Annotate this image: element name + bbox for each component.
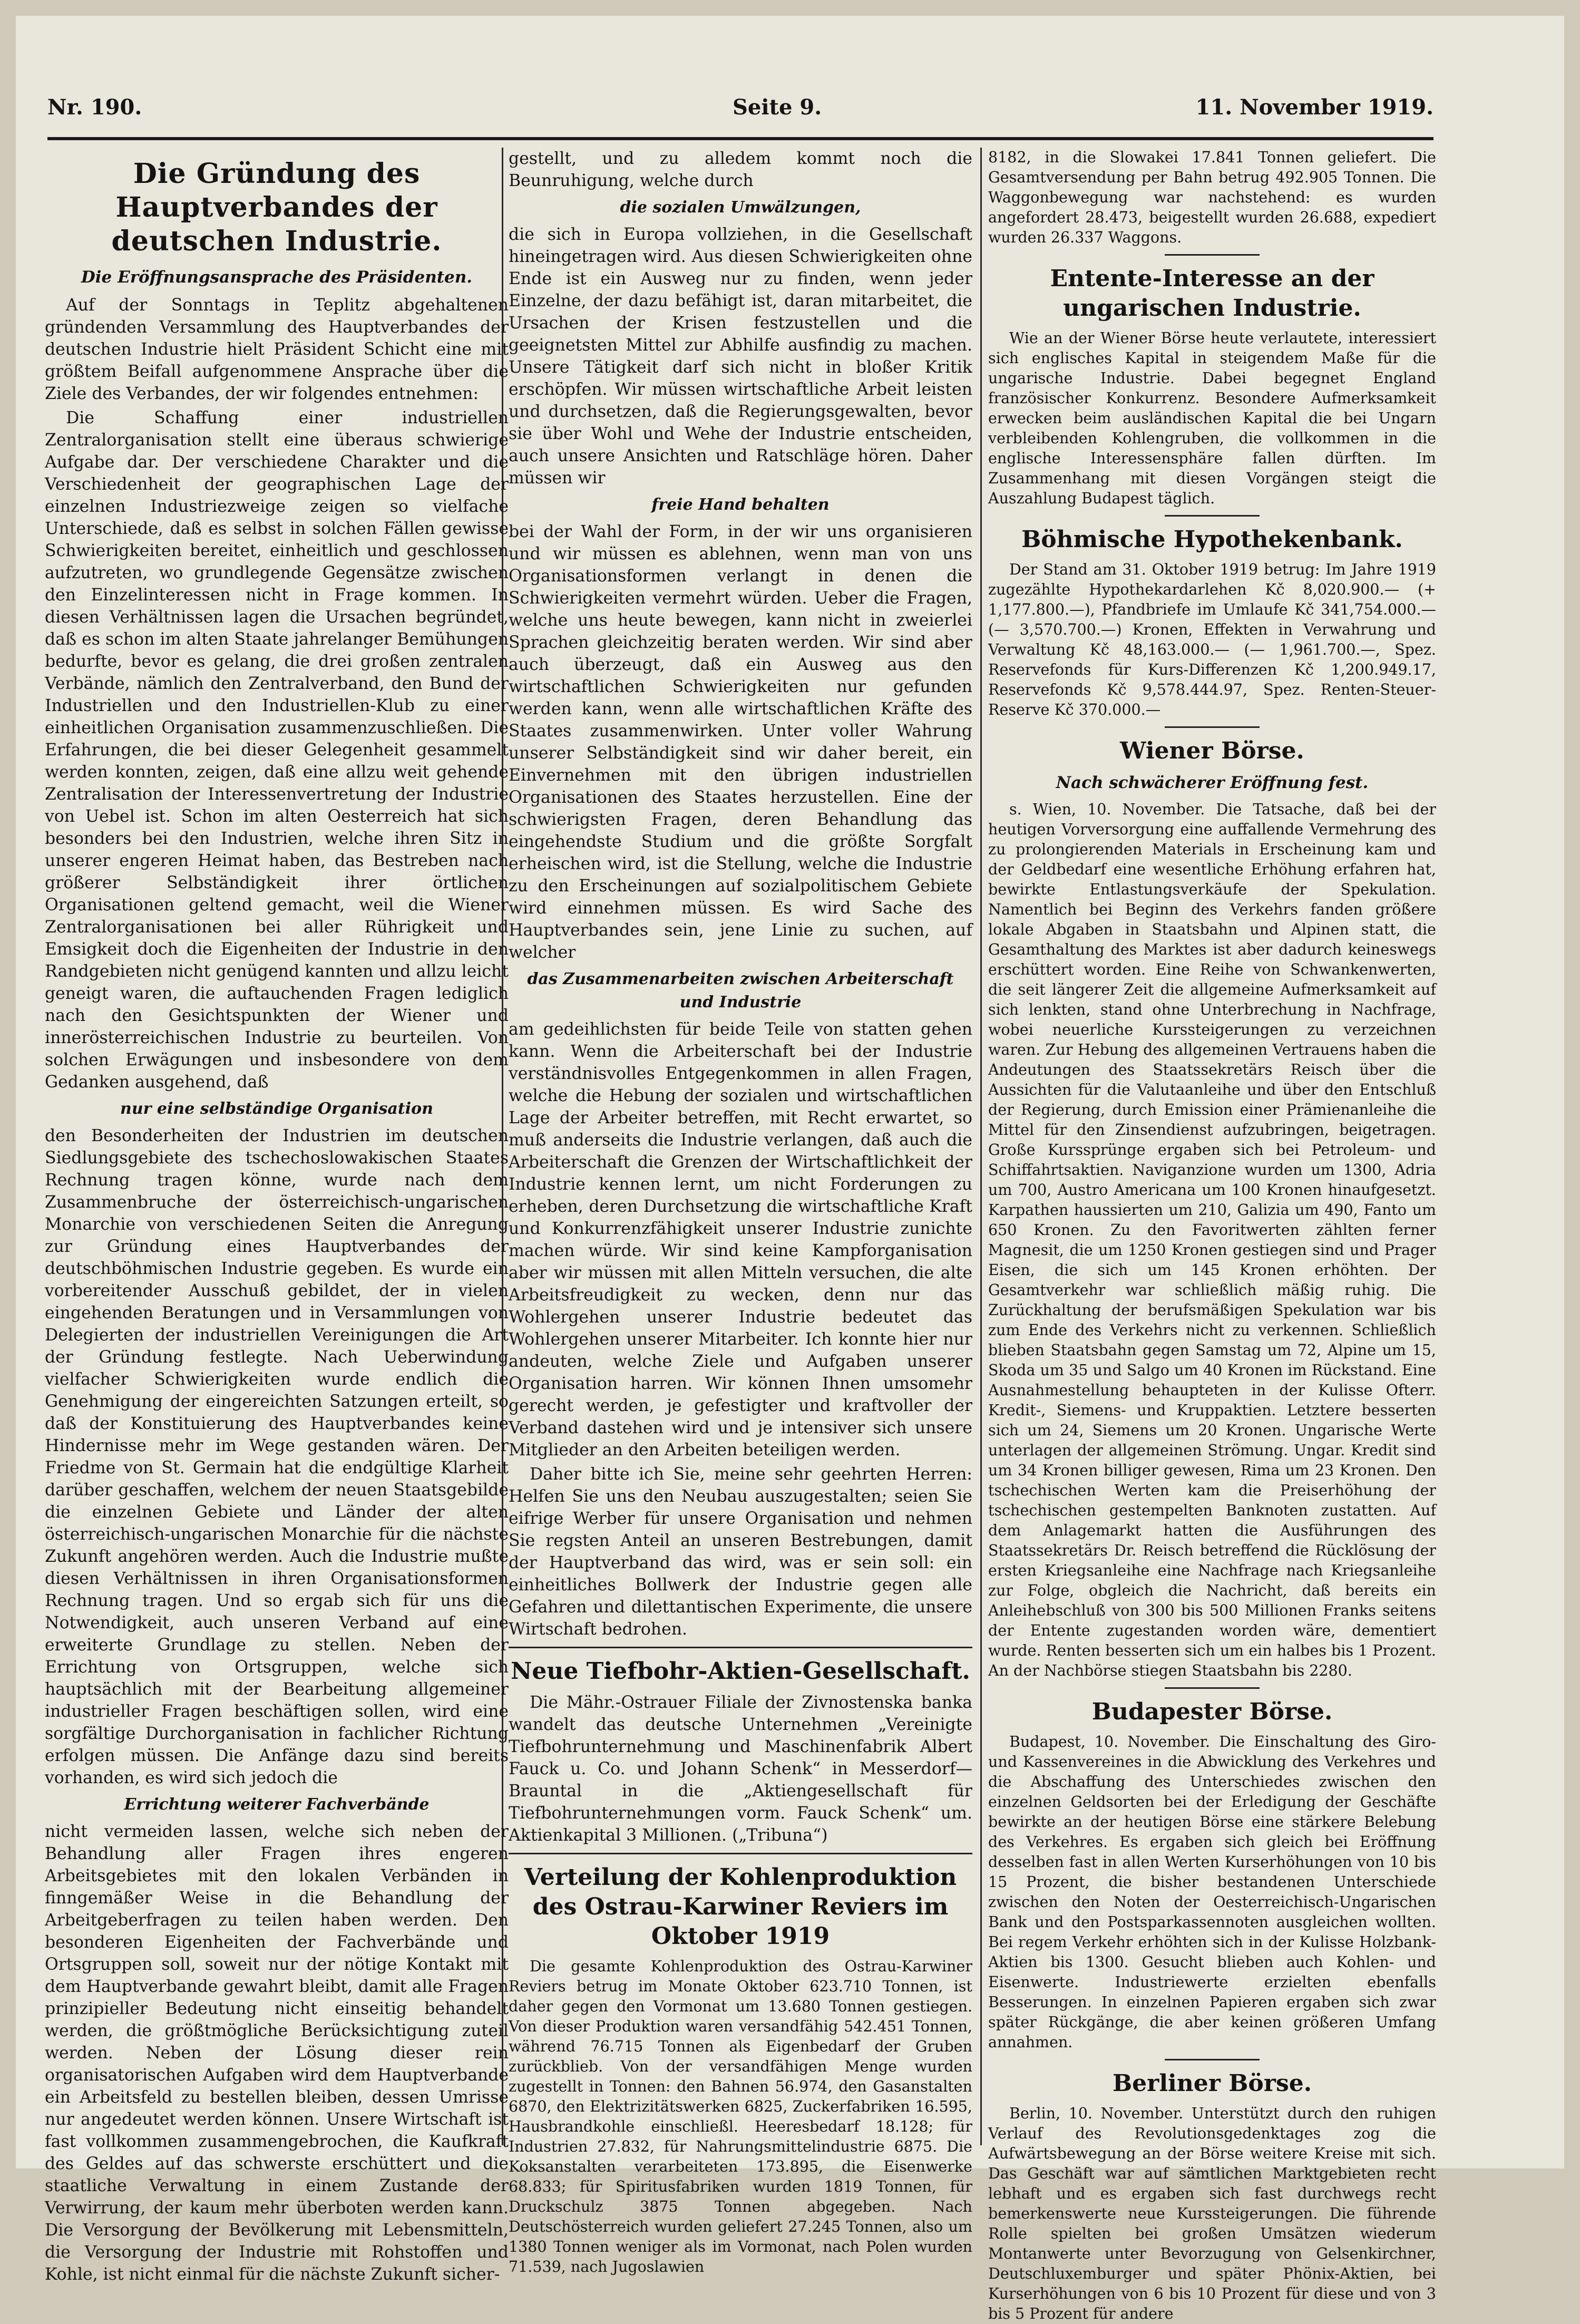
- article-paragraph: die sich in Europa vollziehen, in die Gesellschaft hineingetragen wird. Aus diesen Schwierigkeiten ohne Ende ist ein Ausweg nur zu finden, wenn jeder Einzelne, der dazu befähigt ist, daran mitarbeitet, die Ursachen der Krisen festzustellen und die geeignetsten Mittel zur Abhilfe ausfindig zu machen. Unsere Tätigkeit darf sich nicht in bloßer Kritik erschöpfen. Wir müssen wirtschaftliche Arbeit leisten und durchsetzen, daß die Regierungsgewalten, bevor sie über Wohl und Wehe der Industrie entscheiden, auch unsere Ansichten und Ratschläge hören. Daher müssen wir: [509, 225, 972, 488]
- inline-heading: freie Hand behalten: [651, 495, 830, 514]
- page-number: Seite 9.: [733, 95, 822, 120]
- article-paragraph: Der Stand am 31. Oktober 1919 betrug: Im Jahre 1919 zugezählte Hypothekardarlehen Kč 8,020.900.— (+ 1,177.800.—), Pfandbriefe im Umlaufe Kč 341,754.000.— (— 3,570.700.—) Kronen, Effekten in Verwahrung und Verwaltung Kč 48,163.000.— (— 1,961.700.—, Spez. Reservefonds für Kurs-Differenzen Kč 1,200.949.17, Reservefonds Kč 9,578.444.97, Spez. Renten-Steuer-Reserve Kč 370.000.—: [988, 561, 1436, 718]
- article-separator: [1165, 726, 1260, 728]
- article-paragraph: Budapest, 10. November. Die Einschaltung des Giro- und Kassenvereines in die Abwicklung des Verkehres und die Abschaffung des Unterschiedes zwischen den einzelnen Geldsorten bei der Erledigung der Geschäfte bewirkte an der heutigen Börse eine stärkere Belebung des Verkehres. Es ergaben sich gleich bei Eröffnung desselben fast in allen Werten Kurserhöhungen von 10 bis 15 Prozent, die bisher bestandenen Unterschiede zwischen den Noten der Oesterreichisch-Ungarischen Bank und den Postsparkassennoten ausgleichen wollten. Bei regem Verkehr erhöhten sich in der Kulisse Holzbank-Aktien bis 1300. Gesucht blieben auch Kohlen- und Eisenwerte. Industriewerte erzielten ebenfalls Besserungen. In einzelnen Papieren ergaben sich zwar später Rückgänge, die aber keinen größeren Umfang annahmen.: [988, 1733, 1436, 2051]
- issue-date: 11. November 1919.: [1195, 95, 1433, 120]
- inline-heading: Errichtung weiterer Fachverbände: [124, 1795, 430, 1814]
- article-paragraph: bei der Wahl der Form, in der wir uns organisieren und wir müssen es ablehnen, wenn man von uns Organisationsformen verlangt in denen die Schwierigkeiten vermehrt würden. Ueber die Fragen, welche uns heute bewegen, kann nicht in zweierlei Sprachen gleichzeitig beraten werden. Wir sind aber auch überzeugt, daß ein Ausweg aus den wirtschaftlichen Schwierigkeiten nur gefunden werden kann, wenn alle wirtschaftlichen Kräfte des Staates zusammenwirken. Unter voller Wahrung unserer Selbständigkeit sind wir daher bereit, ein Einvernehmen mit den übrigen industriellen Organisationen des Staates herzustellen. Eine der schwierigsten Fragen, deren Behandlung das eingehendste Studium und die größte Sorgfalt erheischen wird, ist die Stellung, welche die Industrie zu den Erscheinungen auf sozialpolitischem Gebiete wird einnehmen müssen. Es wird Sache des Hauptverbandes sein, jene Linie zu suchen, auf welcher: [509, 522, 972, 962]
- article-paragraph: Die Schaffung einer industriellen Zentralorganisation stellt eine überaus schwierige Aufgabe dar. Der verschiedene Charakter und die Verschiedenheit der geographischen Lage der einzelnen Industriezweige zeigen so vielfache Unterschiede, daß es selbst in solchen Fällen gewisse Schwierigkeiten bereitet, einheitlich und geschlossen aufzutreten, wo grundlegende Gegensätze zwischen den Einzelinteressen nicht in Frage kommen. In diesen Verhältnissen lagen die Ursachen begründet, daß es schon im alten Staate jahrelanger Bemühungen bedurfte, bevor es gelang, die drei großen zentralen Verbände, nämlich den Zentralverband, den Bund der Industriellen und den Industriellen-Klub zu einer einheitlichen Organisation zusammenzuschließen. Die Erfahrungen, die bei dieser Gelegenheit gesammelt werden konnten, zeigen, daß eine allzu weit gehende Zentralisation der Interessenvertretung der Industrie von Uebel ist. Schon im alten Oesterreich hat sich besonders bei den Industrien, welche ihren Sitz in unserer engeren Heimat haben, das Bestreben nach größerer Selbständigkeit ihrer örtlichen Organisationen geltend gemacht, weil die Wiener Zentralorganisationen bei aller Rührigkeit und Emsigkeit doch die Eigenheiten der Industrie in den Randgebieten nicht genügend kannten und allzu leicht geneigt waren, die auftauchenden Fragen lediglich nach den Gesichtspunkten der Wiener und innerösterreichischen Industrie zu beurteilen. Von solchen Erwägungen und insbesondere von dem Gedanken ausgehend, daß: [45, 409, 509, 1092]
- article-title-kohlenproduktion: Verteilung der Kohlenproduktion des Ostrau-Karwiner Reviers im Oktober 1919: [524, 1864, 957, 1950]
- article-paragraph: am gedeihlichsten für beide Teile von statten gehen kann. Wenn die Arbeiterschaft bei der Industrie verständnisvolles Entgegenkommen in allen Fragen, welche die Hebung der sozialen und wirtschaftlichen Lage der Arbeiter betreffen, mit Recht erwartet, so muß anderseits die Industrie verlangen, daß auch die Arbeiterschaft die Grenzen der Wirtschaftlichkeit der Industrie kennen lernt, um nicht Forderungen zu erheben, deren Durchsetzung die wirtschaftliche Kraft und Konkurrenzfähigkeit unserer Industrie zunichte machen würde. Wir sind keine Kampforganisation aber wir müssen mit allen Mitteln versuchen, die alte Arbeitsfreudigkeit zu wecken, denn nur das Wohlergehen unserer Industrie bedeutet das Wohlergehen unserer Mitarbeiter. Ich konnte hier nur andeuten, welche Ziele und Aufgaben unserer Organisation harren. Wir können Ihnen umsomehr gerecht werden, je gefestigter und kraftvoller der Verband dastehen wird und je intensiver sich unsere Mitglieder an den Arbeiten beteiligen werden.: [509, 1020, 972, 1460]
- article-paragraph: Auf der Sonntags in Teplitz abgehaltenen gründenden Versammlung des Hauptverbandes der deutschen Industrie hielt Präsident Schicht eine mit größtem Beifall aufgenommene Ansprache über die Ziele des Verbandes, der wir folgendes entnehmen:: [45, 296, 509, 403]
- inline-heading: nur eine selbständige Organisation: [120, 1100, 433, 1118]
- article-title-berliner-boerse: Berliner Börse.: [1112, 2070, 1312, 2097]
- header-rule: [47, 137, 1433, 140]
- article-title-wiener-boerse: Wiener Börse.: [1120, 737, 1304, 764]
- article-title-tiefbohr: Neue Tiefbohr-Aktien-Gesellschaft.: [511, 1658, 970, 1685]
- article-title-entente: Entente-Interesse an der ungarischen Industrie.: [1050, 265, 1374, 322]
- article-subtitle: Nach schwächerer Eröffnung fest.: [1056, 773, 1369, 792]
- inline-heading: das Zusammenarbeiten zwischen Arbeiterschaft und Industrie: [527, 970, 954, 1012]
- article-title-budapester-boerse: Budapester Börse.: [1091, 1698, 1333, 1725]
- article-paragraph: s. Wien, 10. November. Die Tatsache, daß bei der heutigen Vorversorgung eine auffallende Vermehrung des zu prolongierenden Materials in Erscheinung kam und der Geldbedarf eine wesentliche Erhöhung erfahren hat, bewirkte Entlastungsverkäufe der Spekulation. Namentlich bei Beginn des Verkehrs fanden größere lokale Abgaben in Staatsbahn und Alpinen statt, die Gesamthaltung des Marktes ist aber dadurch keineswegs erschüttert worden. Eine Reihe von Schwankenwerten, die seit längerer Zeit die allgemeine Aufmerksamkeit auf sich lenkten, stand ohne Unterbrechung in Nachfrage, wobei neuerliche Kurssteigerungen zu verzeichnen waren. Zur Hebung des allgemeinen Vertrauens haben die Andeutungen des Staatssekretärs Reisch über die Aussichten für die Valutaanleihe und über den Entschluß der Regierung, durch Emission einer Prämienanleihe die Mittel für den Zinsendienst aufzubringen, beigetragen. Große Kurssprünge ergaben sich bei Petroleum- und Schiffahrtsaktien. Naviganzione wurden um 1300, Adria um 700, Austro Americana um 100 Kronen hinaufgesetzt. Karpathen haussierten um 210, Galizia um 490, Fanto um 650 Kronen. Zu den Favoritwerten zählten ferner Magnesit, die um 1250 Kronen gestiegen sind und Prager Eisen, die sich um 145 Kronen erhöhten. Der Gesamtverkehr war schließlich mäßig ruhig. Die Zurückhaltung der berufsmäßigen Spekulation war bis zum Ende des Verkehrs nicht zu verkennen. Schließlich blieben Staatsbahn gegen Samstag um 72, Alpine um 15, Skoda um 35 und Salgo um 40 Kronen im Rückstand. Eine Ausnahmestellung behaupteten in der Kulisse Ofterr. Kredit-, Siemens- und Kruppaktien. Letztere besserten sich um 24, Siemens um 20 Kronen. Ungarische Werte unterlagen der allgemeinen Strömung. Ungar. Kredit sind um 34 Kronen billiger gewesen, Rima um 23 Kronen. Den tschechischen Werten kam die Preiserhöhung der tschechischen gestempelten Banknoten zustatten. Auf dem Anlagemarkt hatten die Ausführungen des Staatssekretärs Dr. Reisch betreffend die Rücklösung der ersten Kriegsanleihe eine Nachfrage nach Kriegsanleihe zur Folge, obgleich die Nachricht, daß bereits ein Anleihebschluß von 300 bis 500 Millionen Franks seitens der Entente zugestanden worden wäre, dementiert wurde. Renten besserten sich um ein halbes bis 1 Prozent. An der Nachbörse stiegen Staatsbahn bis 2280.: [988, 801, 1436, 1679]
- inline-heading: die sozialen Umwälzungen,: [620, 198, 861, 217]
- article-separator: [509, 1853, 972, 1854]
- article-separator: [1165, 2059, 1260, 2060]
- article-paragraph: nicht vermeiden lassen, welche sich neben der Behandlung aller Fragen ihres engeren Arbeitsgebietes mit den lokalen Verbänden in finngemäßer Weise in die Behandlung der Arbeitgeberfragen zu teilen haben werden. Den besonderen Eigenheiten der Fachverbände und Ortsgruppen soll, soweit nur der nötige Kontakt mit dem Hauptverbande gewahrt bleibt, damit alle Fragen prinzipieller Bedeutung nicht einseitig behandelt werden, die größtmögliche Berücksichtigung zuteil werden. Neben der Lösung dieser rein organisatorischen Aufgaben wird dem Hauptverbande ein Arbeitsfeld zu bestellen bleiben, dessen Umrisse nur angedeutet werden können. Unsere Wirtschaft ist fast vollkommen zusammengebrochen, die Kaufkraft des Geldes auf das schwerste erschüttert und die staatliche Verwaltung in einem Zustande der Verwirrung, der kaum mehr überboten werden kann. Die Versorgung der Bevölkerung mit Lebensmitteln, die Versorgung der Industrie mit Rohstoffen und Kohle, ist nicht einmal für die nächste Zukunft sicher-: [45, 1822, 509, 2284]
- article-title-hypothekenbank: Böhmische Hypothekenbank.: [1021, 526, 1403, 553]
- article-paragraph: Die Mähr.-Ostrauer Filiale der Zivnostenska banka wandelt das deutsche Unternehmen „Vereinigte Tiefbohrunternehmung und Maschinenfabrik Albert Fauck u. Co. und Johann Schenk“ in Messerdorf—Brauntal in die „Aktiengesellschaft für Tiefbohrunternehmungen vorm. Fauck Schenk“ um. Aktienkapital 3 Millionen. („Tribuna“): [509, 1693, 972, 1845]
- article-paragraph: Daher bitte ich Sie, meine sehr geehrten Herren: Helfen Sie uns den Neubau auszugestalten; seien Sie eifrige Werber für unsere Organisation und nehmen Sie regsten Anteil an unseren Bestrebungen, damit der Hauptverband das wird, was er sein soll: ein einheitliches Bollwerk der Industrie gegen alle Gefahren und dilettantischen Experimente, die unsere Wirtschaft bedrohen.: [509, 1465, 972, 1639]
- issue-number: Nr. 190.: [47, 95, 142, 120]
- article-separator: [1165, 254, 1260, 256]
- column-3: [988, 148, 1436, 2322]
- article-paragraph: gestellt, und zu alledem kommt noch die Beunruhigung, welche durch: [509, 149, 972, 190]
- column-1: [45, 148, 509, 2284]
- page-header: [47, 95, 1433, 132]
- column-divider: [980, 148, 982, 2145]
- column-2: [509, 148, 972, 2276]
- article-subtitle: Die Eröffnungsansprache des Präsidenten.: [81, 268, 473, 287]
- article-paragraph: Berlin, 10. November. Unterstützt durch den ruhigen Verlauf des Revolutionsgedenktages zog die Aufwärtsbewegung an der Börse weitere Kreise mit sich. Das Geschäft war auf sämtlichen Marktgebieten recht lebhaft und es ergaben sich fast durchwegs recht bemerkenswerte neue Kurssteigerungen. Die führende Rolle spielten bei großen Umsätzen wiederum Montanwerte unter Bevorzugung von Gelsenkirchner, Deutschluxemburger und später Phönix-Aktien, bei Kurserhöhungen von 6 bis 10 Prozent für diese und von 3 bis 5 Prozent für andere: [988, 2105, 1436, 2322]
- article-separator: [1165, 1687, 1260, 1689]
- article-paragraph: 8182, in die Slowakei 17.841 Tonnen geliefert. Die Gesamtversendung per Bahn betrug 492.905 Tonnen. Die Waggonbewegung war nachstehend: es wurden angefordert 28.473, beigestellt wurden 26.688, expediert wurden 26.337 Waggons.: [988, 149, 1436, 246]
- article-paragraph: Wie an der Wiener Börse heute verlautete, interessiert sich englisches Kapital in steigendem Maße für die ungarische Industrie. Dabei begegnet England französischer Konkurrenz. Besondere Aufmerksamkeit erwecken beim ausländischen Kapital die bei Ungarn verbleibenden Kohlengruben, die vollkommen in die englische Interessensphäre fallen dürften. Im Zusammenhang mit diesen Vorgängen steigt die Auszahlung Budapest täglich.: [988, 329, 1436, 507]
- article-separator: [509, 1647, 972, 1648]
- newspaper-page: [16, 16, 1564, 2322]
- article-paragraph: Die gesamte Kohlenproduktion des Ostrau-Karwiner Reviers betrug im Monate Oktober 623.710 Tonnen, ist daher gegen den Vormonat um 13.680 Tonnen gestiegen. Von dieser Produktion waren versandfähig 542.451 Tonnen, während 76.715 Tonnen als Eigenbedarf der Gruben zurückblieb. Von der versandfähigen Menge wurden zugestellt in Tonnen: den Bahnen 56.974, den Gasanstalten 6870, den Elektrizitätswerken 6825, Zuckerfabriken 16.595, Hausbrandkohle einschließl. Heeresbedarf 18.128; für Industrien 27.832, für Nahrungsmittelindustrie 6875. Die Koksanstalten verarbeiteten 173.895, die Eisenwerke 68.833; für Spiritusfabriken wurden 1819 Tonnen, für Druckschulz 3875 Tonnen abgegeben. Nach Deutschösterreich wurden geliefert 27.245 Tonnen, also um 1380 Tonnen weniger als im Vormonat, nach Polen wurden 71.539, nach Jugoslawien: [509, 1958, 972, 2276]
- article-title-hauptverband: Die Gründung des Hauptverbandes der deutschen Industrie.: [111, 158, 442, 257]
- article-paragraph: den Besonderheiten der Industrien im deutschen Siedlungsgebiete des tschechoslowakischen Staates Rechnung tragen könne, wurde nach dem Zusammenbruche der österreichisch-ungarischen Monarchie von verschiedenen Seiten die Anregung zur Gründung eines Hauptverbandes der deutschböhmischen Industrie gegeben. Es wurde ein vorbereitender Ausschuß gebildet, der in vielen eingehenden Beratungen und in Versammlungen von Delegierten der industriellen Vereinigungen die Art der Gründung festlegte. Nach Ueberwindung vielfacher Schwierigkeiten wurde endlich die Genehmigung der eingereichten Satzungen erteilt, so daß der Konstituierung des Hauptverbandes keine Hindernisse mehr im Wege gestanden wären. Der Friedme von St. Germain hat die endgültige Klarheit darüber geschaffen, welchem der neuen Staatsgebilde die einzelnen Gebiete und Länder der alten österreichisch-ungarischen Monarchie für die nächste Zukunft angehören werden. Auch die Industrie mußte diesen Verhältnissen in ihren Organisationsformen Rechnung tragen. Und so ergab sich für uns die Notwendigkeit, auch unseren Verband auf eine erweiterte Grundlage zu stellen. Neben der Errichtung von Ortsgruppen, welche sich hauptsächlich mit der Bearbeitung allgemeiner industrieller Fragen beschäftigen sollen, wird eine sorgfältige Durchorganisation in fachlicher Richtung erfolgen müssen. Die Anfänge dazu sind bereits vorhanden, es wird sich jedoch die: [45, 1126, 509, 1787]
- article-separator: [1165, 515, 1260, 517]
